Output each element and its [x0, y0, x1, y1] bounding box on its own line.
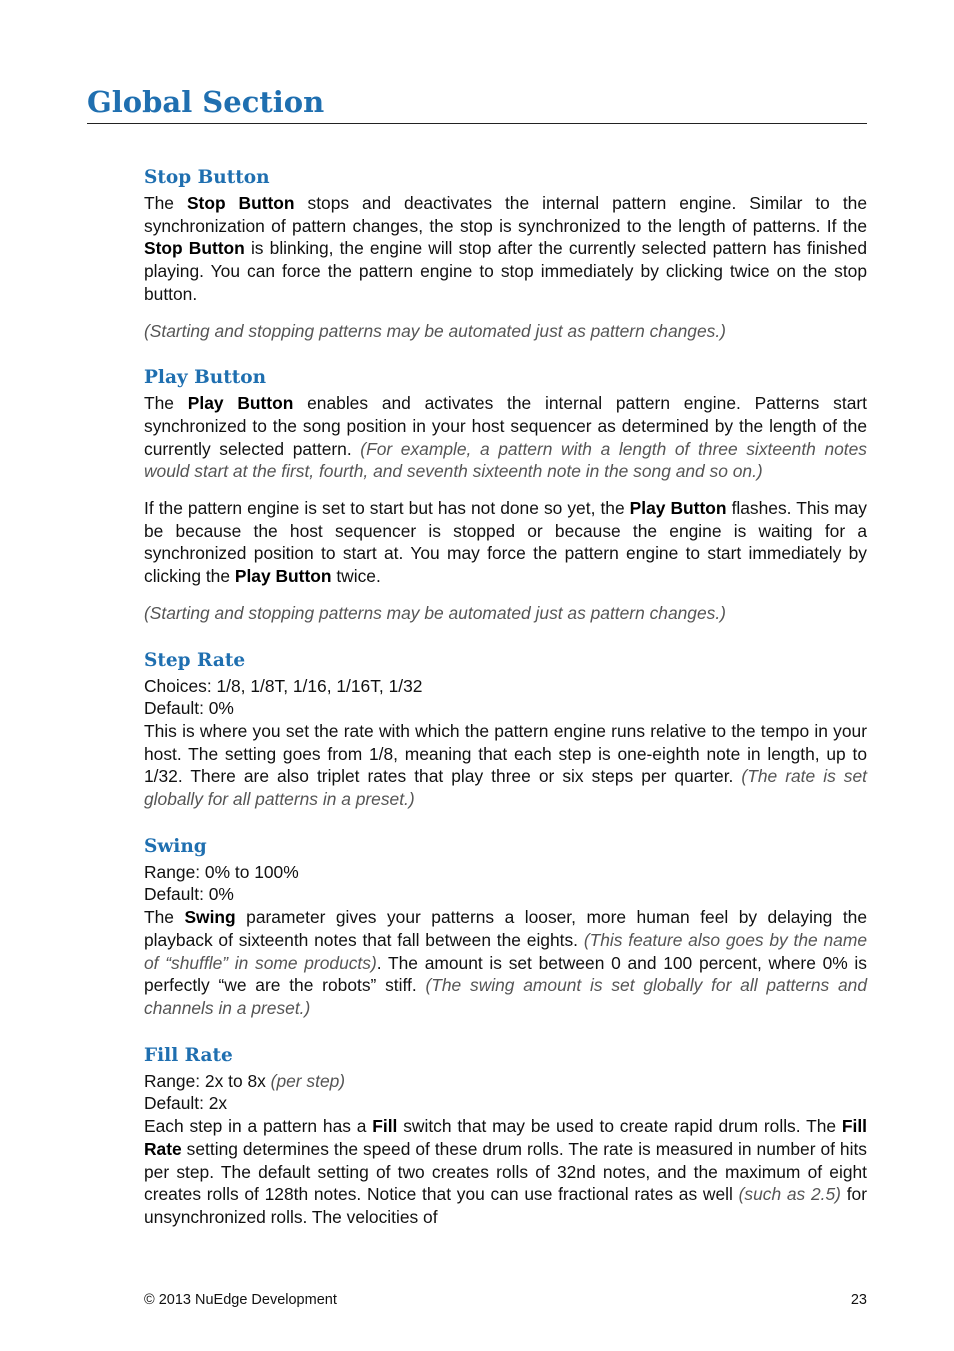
term-play-button: Play Button: [234, 566, 332, 587]
term-stop-button: Stop Button: [144, 238, 245, 259]
play-button-flash-description: If the pattern engine is set to start but has not done so yet, the Play Button flashes. This may be because the host sequencer is stopped or because the engine is waiting for a synchronized position to start at. You may force the pattern engine to start immediately by clicking the Play Button twice.: [144, 498, 867, 587]
stop-button-description: The Stop Button stops and deactivates the internal pattern engine. Similar to the synchronization of pattern changes, the stop is synchronized to the length of patterns. If the Stop Button is blinking, the engine will stop after the currently selected pattern has finished playing. You can force the pattern engine to stop immediately by clicking twice on the stop button.: [144, 193, 867, 304]
step-rate-choices: Choices: 1/8, 1/8T, 1/16, 1/16T, 1/32: [144, 675, 423, 696]
play-button-example: (For example, a pattern with a length of three sixteenth notes would start at the first, fourth, and seventh sixteenth note in the song and so on.): [144, 438, 867, 482]
swing-global-note: (The swing amount is set globally for all patterns and channels in a preset.): [144, 975, 867, 1018]
section-stop-button: [144, 164, 867, 342]
heading-stop-button: Stop Button: [144, 167, 270, 188]
term-swing: Swing: [184, 907, 236, 928]
heading-step-rate: Step Rate: [144, 649, 246, 671]
swing-shuffle-note: (This feature also goes by the name of “shuffle” in some products): [144, 929, 867, 973]
term-stop-button: Stop Button: [186, 193, 295, 213]
fill-rate-default: Default: 2x: [144, 1093, 228, 1114]
stop-button-note: (Starting and stopping patterns may be automated just as pattern changes.): [144, 320, 726, 341]
section-step-rate: [144, 647, 867, 811]
fill-rate-fraction-example: (such as 2.5): [738, 1184, 841, 1205]
step-rate-note: (The rate is set globally for all patterns in a preset.): [144, 766, 868, 810]
heading-play-button: Play Button: [144, 367, 267, 389]
term-play-button: Play Button: [187, 393, 294, 414]
fill-rate-range: Range: 2x to 8x (per step): [144, 1070, 346, 1091]
swing-details: Range: 0% to 100% Default: 0% The Swing parameter gives your patterns a looser, more human feel by delaying the playback of sixteenth notes that fall between the eights. (This feature also goes by the name of “shuffle” in some products). The amount is set between 0 and 100 percent, where 0% is perfectly “we are the robots” stiff. (The swing amount is set globally for all patterns and channels in a preset.): [144, 861, 867, 1018]
play-button-note: (Starting and stopping patterns may be automated just as pattern changes.): [144, 602, 726, 623]
play-button-description: The Play Button enables and activates the internal pattern engine. Patterns start synchronized to the song position in your host sequencer as determined by the length of the currently selected pattern. (For example, a pattern with a length of three sixteenth notes would start at the first, fourth, and seventh sixteenth note in the song and so on.): [144, 393, 867, 482]
title-divider: [87, 123, 867, 124]
term-play-button: Play Button: [629, 498, 727, 519]
heading-swing: Swing: [144, 835, 207, 857]
fill-rate-details: Range: 2x to 8x (per step) Default: 2x Each step in a pattern has a Fill switch that may be used to create rapid drum rolls. The Fill Rate setting determines the speed of these drum rolls. The rate is measured in number of hits per step. The default setting of two creates rolls of 32nd notes, and the maximum of eight creates rolls of 128th notes. Notice that you can use fractional rates as well (such as 2.5) for unsynchronized rolls. The velocities of: [144, 1070, 867, 1227]
swing-range: Range: 0% to 100%: [144, 861, 299, 882]
page-title: Global Section: [87, 85, 325, 119]
document-body: [144, 164, 867, 1229]
section-play-button: [144, 364, 867, 624]
step-rate-default: Default: 0%: [144, 698, 234, 719]
section-swing: [144, 833, 867, 1020]
page-number: 23: [850, 1292, 867, 1308]
term-fill: Fill: [372, 1116, 398, 1137]
step-rate-details: Choices: 1/8, 1/8T, 1/16, 1/16T, 1/32 Default: 0% This is where you set the rate with which the pattern engine runs relative to the tempo in your host. The setting goes from 1/8, meaning that each step is one-eighth note in length, up to 1/32. There are also triplet rates that play three or six steps per quarter. (The rate is set globally for all patterns in a preset.): [144, 675, 868, 810]
swing-default: Default: 0%: [144, 884, 234, 905]
section-fill-rate: [144, 1042, 867, 1229]
term-fill-rate: Fill Rate: [144, 1116, 867, 1159]
footer-copyright: © 2013 NuEdge Development: [144, 1292, 337, 1308]
heading-fill-rate: Fill Rate: [144, 1044, 233, 1066]
